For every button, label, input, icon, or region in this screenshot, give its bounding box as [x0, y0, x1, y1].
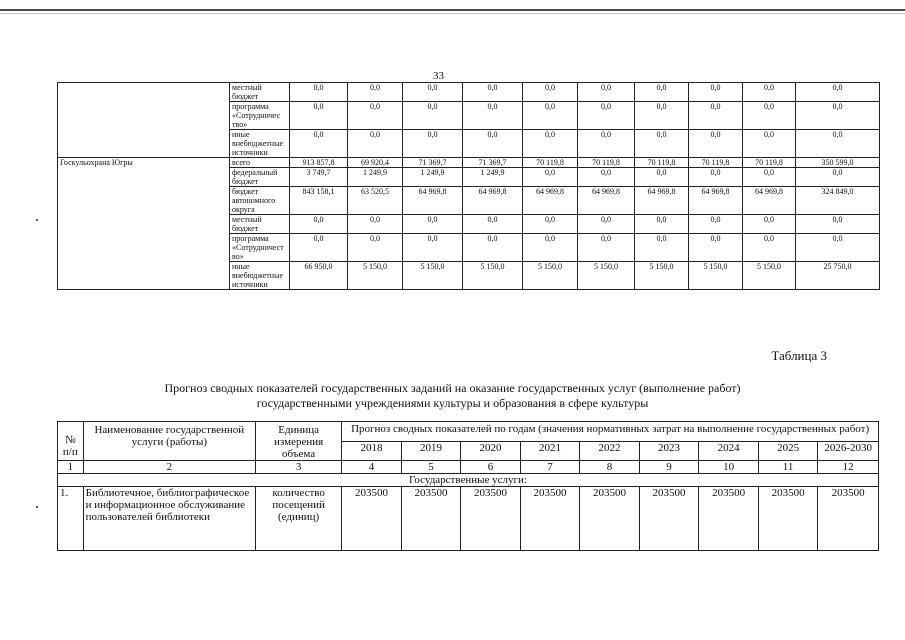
header-unit: Единица измерения объема — [256, 422, 342, 461]
value-cell: 0,0 — [348, 102, 403, 130]
table-row — [58, 83, 880, 102]
value-cell: 0,0 — [523, 215, 578, 234]
value-cell: 203500 — [401, 487, 461, 551]
value-cell: 0,0 — [796, 215, 880, 234]
value-cell: 1 249,9 — [348, 168, 403, 187]
value-cell: 0,0 — [796, 234, 880, 262]
value-cell: 0,0 — [635, 83, 689, 102]
section-row — [58, 474, 879, 487]
source-cell: местный бюджет — [230, 83, 290, 102]
value-cell: 0,0 — [635, 215, 689, 234]
value-cell: 64 969,8 — [635, 187, 689, 215]
value-cell: 64 969,8 — [403, 187, 463, 215]
column-number-row — [58, 461, 879, 474]
value-cell: 0,0 — [348, 234, 403, 262]
value-cell: 71 369,7 — [403, 158, 463, 168]
value-cell: 64 969,8 — [523, 187, 578, 215]
value-cell: 203500 — [342, 487, 402, 551]
value-cell: 0,0 — [743, 102, 796, 130]
value-cell: 0,0 — [578, 102, 635, 130]
value-cell: 0,0 — [743, 168, 796, 187]
table-row — [58, 158, 880, 168]
row-number: 1. — [58, 487, 84, 551]
value-cell: 0,0 — [689, 102, 743, 130]
value-cell: 5 150,0 — [463, 262, 523, 290]
value-cell: 25 750,0 — [796, 262, 880, 290]
source-cell: программа «Сотрудничес тво» — [230, 102, 290, 130]
source-cell: федеральный бюджет — [230, 168, 290, 187]
value-cell: 1 249,9 — [403, 168, 463, 187]
value-cell: 70 119,8 — [578, 158, 635, 168]
source-cell: программа «Сотрудничест во» — [230, 234, 290, 262]
value-cell: 0,0 — [290, 234, 348, 262]
year-cell: 2022 — [580, 442, 640, 461]
value-cell: 913 857,8 — [290, 158, 348, 168]
value-cell: 0,0 — [796, 168, 880, 187]
column-number-cell: 5 — [401, 461, 461, 474]
value-cell: 203500 — [461, 487, 521, 551]
column-number-cell: 12 — [818, 461, 879, 474]
value-cell: 0,0 — [743, 130, 796, 158]
value-cell: 0,0 — [689, 83, 743, 102]
table-row — [58, 487, 879, 551]
value-cell: 69 920,4 — [348, 158, 403, 168]
value-cell: 70 119,8 — [635, 158, 689, 168]
year-cell: 2024 — [699, 442, 759, 461]
table-caption-line-1: Прогноз сводных показателей государственных заданий на оказание государственных услуг (выполнение работ) — [164, 381, 741, 395]
year-cell: 2023 — [639, 442, 699, 461]
value-cell: 0,0 — [463, 215, 523, 234]
value-cell: 0,0 — [463, 130, 523, 158]
value-cell: 0,0 — [578, 83, 635, 102]
value-cell: 0,0 — [403, 234, 463, 262]
value-cell: 71 369,7 — [463, 158, 523, 168]
value-cell: 0,0 — [578, 234, 635, 262]
value-cell: 3 749,7 — [290, 168, 348, 187]
column-number-cell: 11 — [758, 461, 818, 474]
table-caption-line-2: государственными учреждениями культуры и образования в сфере культуры — [256, 396, 649, 410]
section-heading: Государственные услуги: — [58, 474, 879, 487]
value-cell: 5 150,0 — [403, 262, 463, 290]
column-number-cell: 7 — [520, 461, 580, 474]
service-name: Библиотечное, библиографическое и информационное обслуживание пользователей библиотеки — [83, 487, 255, 551]
value-cell: 66 950,0 — [290, 262, 348, 290]
value-cell: 0,0 — [403, 102, 463, 130]
value-cell: 0,0 — [523, 83, 578, 102]
year-cell: 2025 — [758, 442, 818, 461]
header-row — [58, 422, 879, 442]
value-cell: 203500 — [580, 487, 640, 551]
value-cell: 843 158,1 — [290, 187, 348, 215]
org-cell-continued — [58, 83, 230, 158]
value-cell: 0,0 — [635, 130, 689, 158]
value-cell: 203500 — [699, 487, 759, 551]
value-cell: 0,0 — [463, 83, 523, 102]
funding-table — [57, 82, 880, 290]
source-cell: иные внебюджетные источники — [230, 262, 290, 290]
value-cell: 0,0 — [348, 130, 403, 158]
value-cell: 70 119,8 — [689, 158, 743, 168]
year-cell: 2020 — [461, 442, 521, 461]
value-cell: 0,0 — [290, 83, 348, 102]
year-cell: 2026-2030 — [818, 442, 879, 461]
value-cell: 64 969,8 — [689, 187, 743, 215]
column-number-cell: 8 — [580, 461, 640, 474]
value-cell: 203500 — [639, 487, 699, 551]
source-cell: местный бюджет — [230, 215, 290, 234]
value-cell: 64 969,8 — [743, 187, 796, 215]
value-cell: 0,0 — [743, 83, 796, 102]
value-cell: 64 969,8 — [463, 187, 523, 215]
value-cell: 324 849,0 — [796, 187, 880, 215]
value-cell: 0,0 — [578, 130, 635, 158]
value-cell: 0,0 — [578, 215, 635, 234]
value-cell: 0,0 — [523, 102, 578, 130]
source-cell: всего — [230, 158, 290, 168]
value-cell: 0,0 — [796, 83, 880, 102]
scan-edge-line — [0, 9, 905, 11]
value-cell: 0,0 — [523, 130, 578, 158]
forecast-table — [57, 421, 879, 551]
value-cell: 0,0 — [348, 215, 403, 234]
column-number-cell: 9 — [639, 461, 699, 474]
value-cell: 0,0 — [523, 234, 578, 262]
year-cell: 2021 — [520, 442, 580, 461]
column-number-cell: 2 — [83, 461, 255, 474]
value-cell: 0,0 — [290, 102, 348, 130]
value-cell: 1 249,9 — [463, 168, 523, 187]
value-cell: 5 150,0 — [689, 262, 743, 290]
value-cell: 0,0 — [743, 215, 796, 234]
value-cell: 0,0 — [463, 234, 523, 262]
value-cell: 0,0 — [743, 234, 796, 262]
value-cell: 0,0 — [689, 234, 743, 262]
value-cell: 203500 — [818, 487, 879, 551]
value-cell: 5 150,0 — [578, 262, 635, 290]
value-cell: 0,0 — [689, 130, 743, 158]
unit-cell: количество посещений (единиц) — [256, 487, 342, 551]
value-cell: 64 969,8 — [578, 187, 635, 215]
header-number: № п/п — [58, 422, 84, 461]
year-cell: 2018 — [342, 442, 402, 461]
value-cell: 5 150,0 — [523, 262, 578, 290]
scan-speck — [36, 219, 38, 221]
header-service: Наименование государственной услуги (работы) — [83, 422, 255, 461]
value-cell: 0,0 — [403, 215, 463, 234]
column-number-cell: 3 — [256, 461, 342, 474]
value-cell: 70 119,8 — [743, 158, 796, 168]
value-cell: 0,0 — [635, 102, 689, 130]
value-cell: 0,0 — [403, 130, 463, 158]
scan-speck — [36, 506, 38, 508]
table-3-label: Таблица 3 — [771, 348, 827, 363]
value-cell: 0,0 — [523, 168, 578, 187]
value-cell: 350 599,0 — [796, 158, 880, 168]
value-cell: 0,0 — [635, 168, 689, 187]
column-number-cell: 1 — [58, 461, 84, 474]
value-cell: 0,0 — [578, 168, 635, 187]
value-cell: 63 520,5 — [348, 187, 403, 215]
value-cell: 0,0 — [290, 130, 348, 158]
header-forecast: Прогноз сводных показателей по годам (значения нормативных затрат на выполнение государственных работ) — [342, 422, 879, 442]
value-cell: 0,0 — [635, 234, 689, 262]
value-cell: 5 150,0 — [348, 262, 403, 290]
column-number-cell: 4 — [342, 461, 402, 474]
org-name-cell: Госкульохрана Югры — [58, 158, 230, 290]
value-cell: 0,0 — [463, 102, 523, 130]
value-cell: 203500 — [520, 487, 580, 551]
value-cell: 0,0 — [689, 168, 743, 187]
value-cell: 5 150,0 — [635, 262, 689, 290]
value-cell: 5 150,0 — [743, 262, 796, 290]
page-number: 33 — [433, 70, 444, 82]
value-cell: 203500 — [758, 487, 818, 551]
value-cell: 0,0 — [796, 102, 880, 130]
column-number-cell: 6 — [461, 461, 521, 474]
source-cell: иные внебюджетные источники — [230, 130, 290, 158]
value-cell: 70 119,8 — [523, 158, 578, 168]
year-cell: 2019 — [401, 442, 461, 461]
value-cell: 0,0 — [403, 83, 463, 102]
column-number-cell: 10 — [699, 461, 759, 474]
value-cell: 0,0 — [290, 215, 348, 234]
value-cell: 0,0 — [689, 215, 743, 234]
value-cell: 0,0 — [796, 130, 880, 158]
source-cell: бюджет автономного округа — [230, 187, 290, 215]
value-cell: 0,0 — [348, 83, 403, 102]
scan-edge-line-secondary — [0, 13, 905, 14]
